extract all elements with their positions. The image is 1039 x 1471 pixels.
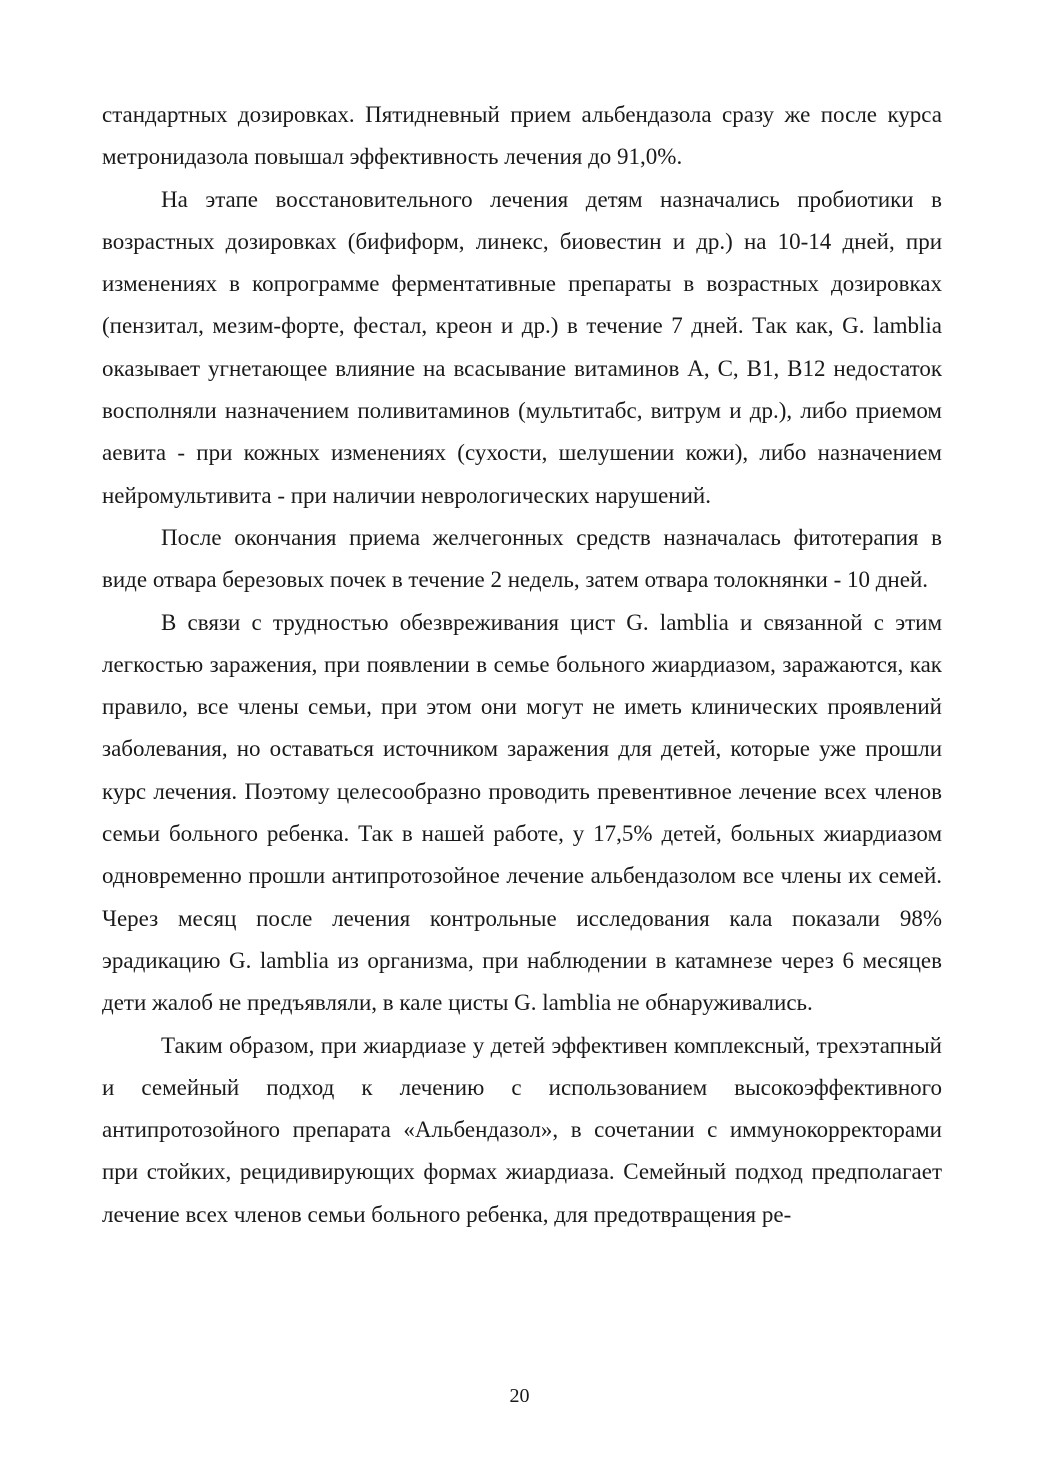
paragraph-3: После окончания приема желчегонных средств назначалась фитотерапия в виде отвара березовых почек в течение 2 недель, затем отвара толокнянки - 10 дней.: [102, 524, 942, 593]
paragraph-5: Таким образом, при жиардиазе у детей эффективен комплексный, трехэтапный и семейный подход к лечению с использованием высокоэффективного антипротозойного препарата «Альбендазол», в сочетании с иммунокорректорами при стойких, рецидивирующих формах жиардиаза. Семейный подход предполагает лечение всех членов семьи больного ребенка, для предотвращения ре-: [102, 1032, 942, 1227]
paragraph-4: В связи с трудностью обезвреживания цист G. lamblia и связанной с этим легкостью заражения, при появлении в семье больного жиардиазом, заражаются, как правило, все члены семьи, при этом они могут не иметь клинических проявлений заболевания, но оставаться источником заражения для детей, которые уже прошли курс лечения. Поэтому целесообразно проводить превентивное лечение всех членов семьи больного ребенка. Так в нашей работе, у 17,5% детей, больных жиардиазом одновременно прошли антипротозойное лечение альбендазолом все члены их семей. Через месяц после лечения контрольные исследования кала показали 98% эрадикацию G. lamblia из организма, при наблюдении в катамнезе через 6 месяцев дети жалоб не предъявляли, в кале цисты G. lamblia не обнаруживались.: [102, 609, 942, 1016]
document-body: [102, 94, 942, 1236]
paragraph-2: На этапе восстановительного лечения детям назначались пробиотики в возрастных дозировках (бифиформ, линекс, биовестин и др.) на 10-14 дней, при изменениях в копрограмме ферментативные препараты в возрастных дозировках (пензитал, мезим-форте, фестал, креон и др.) в течение 7 дней. Так как, G. lamblia оказывает угнетающее влияние на всасывание витаминов А, С, В1, В12 недостаток восполняли назначением поливитаминов (мультитабс, витрум и др.), либо приемом аевита - при кожных изменениях (сухости, шелушении кожи), либо назначением нейромультивита - при наличии неврологических нарушений.: [102, 186, 942, 508]
paragraph-1: стандартных дозировках. Пятидневный прием альбендазола сразу же после курса метронидазола повышал эффективность лечения до 91,0%.: [102, 102, 942, 170]
page-number: 20: [509, 1385, 530, 1407]
